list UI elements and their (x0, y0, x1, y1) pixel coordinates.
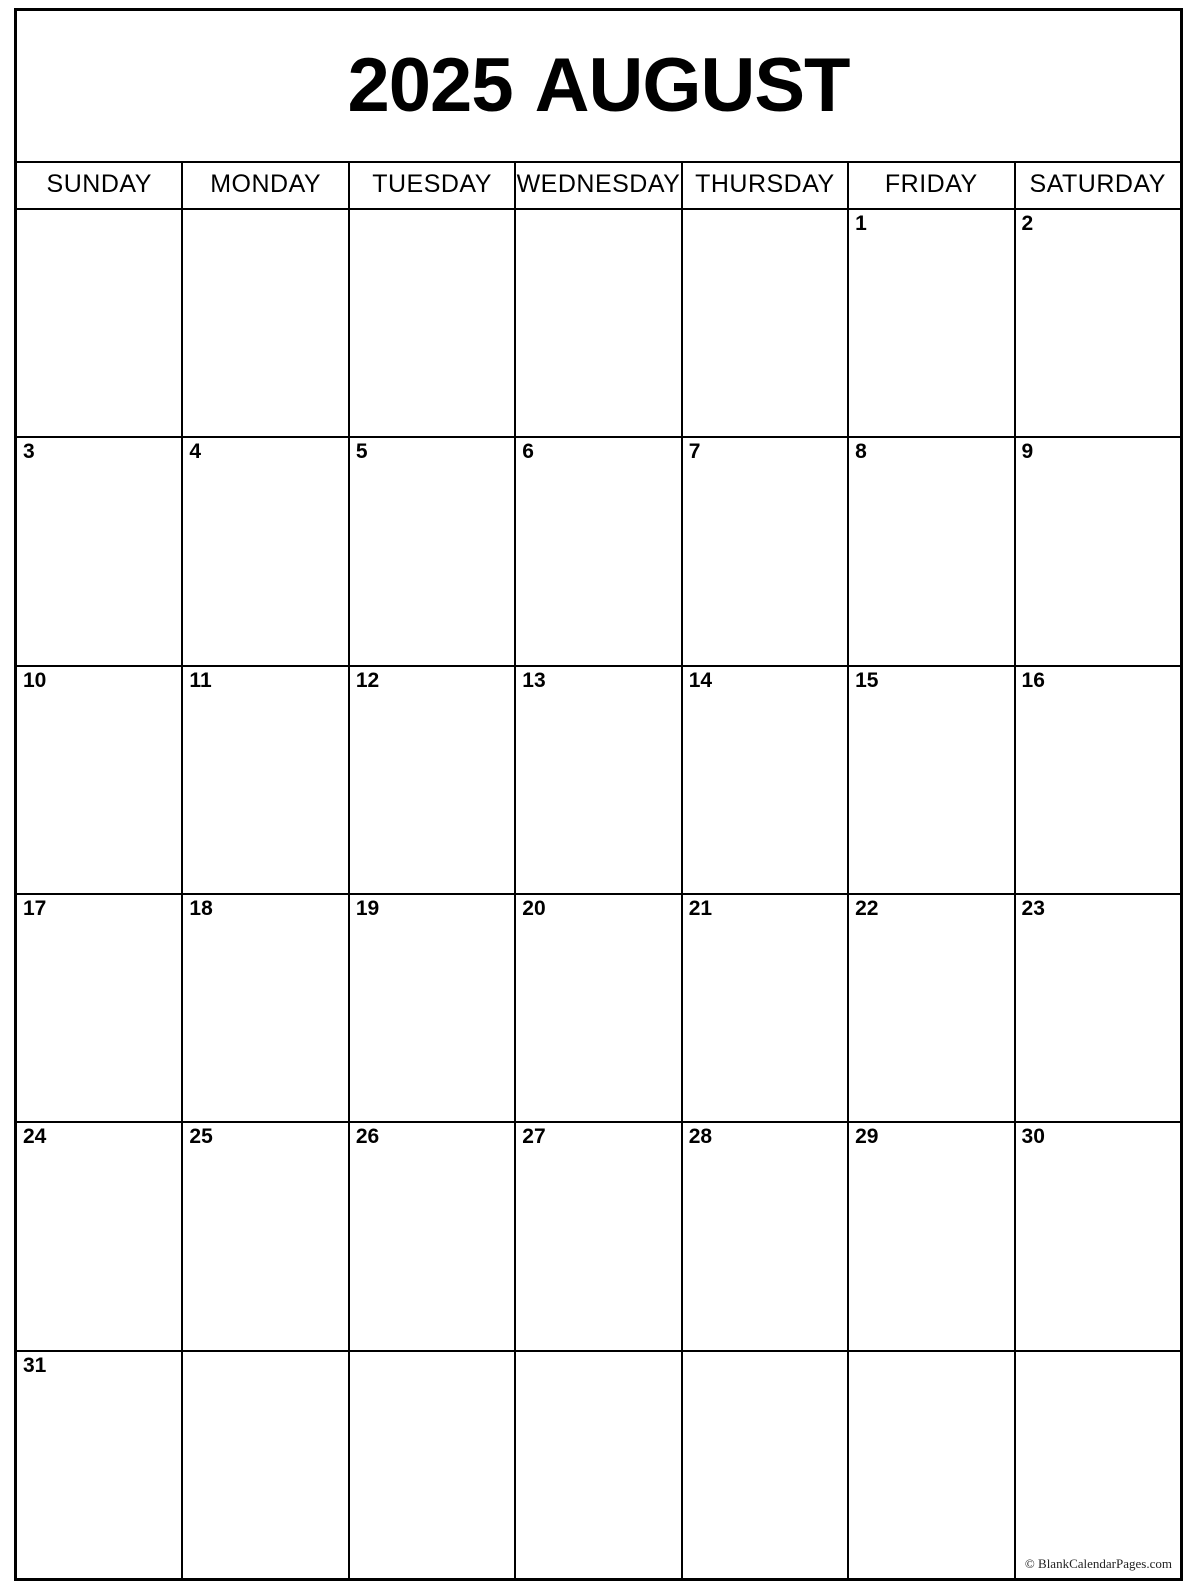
day-number: 11 (189, 668, 212, 692)
day-number: 24 (23, 1125, 47, 1149)
calendar-day-cell[interactable] (350, 895, 516, 1121)
calendar-day-cell[interactable] (849, 1352, 1015, 1578)
calendar-table (14, 8, 1183, 1581)
weekday-header-monday: MONDAY (183, 163, 349, 208)
day-number: 5 (355, 440, 368, 464)
day-number: 6 (522, 440, 534, 464)
calendar-week-row (17, 667, 1180, 895)
calendar-day-cell[interactable] (683, 895, 849, 1121)
calendar-day-cell[interactable] (516, 667, 682, 893)
day-number: 14 (688, 668, 713, 692)
calendar-day-cell[interactable] (183, 895, 349, 1121)
day-number: 19 (355, 896, 380, 920)
calendar-day-cell[interactable] (516, 210, 682, 436)
weekday-header-row (17, 163, 1180, 210)
site-credit: © BlankCalendarPages.com (1024, 1555, 1172, 1571)
calendar-day-cell[interactable] (17, 210, 183, 436)
weekday-header-saturday: SATURDAY (1029, 170, 1166, 198)
day-number: 23 (1021, 896, 1045, 920)
calendar-day-cell[interactable] (683, 438, 849, 664)
day-number: 26 (355, 1125, 380, 1149)
weekday-header-friday: FRIDAY (849, 163, 1015, 208)
calendar-day-cell[interactable] (683, 667, 849, 893)
calendar-day-cell[interactable] (350, 438, 516, 664)
day-number: 1 (855, 212, 867, 235)
day-number: 25 (189, 1125, 213, 1149)
calendar-weeks (17, 210, 1180, 1578)
calendar-day-cell[interactable] (1016, 1352, 1180, 1578)
calendar-week-row (17, 1123, 1180, 1351)
day-number: 15 (855, 668, 879, 692)
calendar-day-cell[interactable] (183, 667, 349, 893)
day-number: 7 (688, 440, 701, 464)
day-number: 18 (189, 896, 213, 920)
calendar-week-row (17, 895, 1180, 1123)
day-number: 12 (355, 668, 380, 692)
calendar-day-cell[interactable] (1016, 210, 1180, 436)
calendar-day-cell[interactable] (183, 1123, 349, 1349)
calendar-day-cell[interactable] (516, 438, 682, 664)
calendar-day-cell[interactable] (849, 438, 1015, 664)
day-number: 28 (688, 1125, 713, 1149)
calendar-day-cell[interactable] (350, 667, 516, 893)
calendar-day-cell[interactable] (17, 895, 183, 1121)
calendar-week-row (17, 438, 1180, 666)
page-title (347, 43, 850, 128)
day-number: 16 (1021, 668, 1045, 692)
day-number: 20 (522, 896, 546, 920)
calendar-day-cell[interactable] (849, 895, 1015, 1121)
calendar-day-cell[interactable] (683, 1352, 849, 1578)
calendar-day-cell[interactable] (683, 1123, 849, 1349)
calendar-day-cell[interactable] (183, 438, 349, 664)
calendar-day-cell[interactable] (350, 1352, 516, 1578)
calendar-day-cell[interactable] (849, 667, 1015, 893)
calendar-day-cell[interactable] (516, 895, 682, 1121)
calendar-day-cell[interactable] (17, 667, 183, 893)
calendar-day-cell[interactable] (17, 438, 183, 664)
calendar-day-cell[interactable] (17, 1352, 183, 1578)
calendar-day-cell[interactable] (516, 1123, 682, 1349)
weekday-header-sunday: SUNDAY (17, 163, 183, 208)
calendar-day-cell[interactable] (183, 1352, 349, 1578)
day-number: 17 (23, 896, 47, 920)
title-month: AUGUST (534, 43, 850, 128)
calendar-day-cell[interactable] (683, 210, 849, 436)
weekday-header-tuesday: TUESDAY (350, 163, 516, 208)
day-number: 13 (522, 668, 546, 692)
day-number: 10 (23, 668, 47, 692)
weekday-header-wednesday: WEDNESDAY (516, 163, 682, 208)
day-number: 31 (23, 1353, 47, 1377)
day-number: 30 (1021, 1125, 1045, 1149)
day-number: 8 (855, 440, 867, 464)
day-number: 2 (1021, 212, 1034, 235)
calendar-title-bar (17, 11, 1180, 163)
day-number: 21 (688, 896, 713, 920)
calendar-week-row (17, 210, 1180, 438)
calendar-day-cell[interactable] (849, 1123, 1015, 1349)
day-number: 9 (1021, 440, 1034, 464)
day-number: 4 (189, 440, 202, 464)
day-number: 29 (855, 1125, 879, 1149)
day-number: 3 (23, 440, 35, 464)
calendar-day-cell[interactable] (17, 1123, 183, 1349)
calendar-day-cell[interactable] (516, 1352, 682, 1578)
day-number: 22 (855, 896, 879, 920)
title-year: 2025 (347, 43, 513, 128)
calendar-day-cell[interactable] (1016, 667, 1180, 893)
calendar-day-cell[interactable] (1016, 438, 1180, 664)
calendar-day-cell[interactable] (1016, 895, 1180, 1121)
calendar-day-cell[interactable] (350, 1123, 516, 1349)
calendar-day-cell[interactable] (849, 210, 1015, 436)
calendar-day-cell[interactable] (1016, 1123, 1180, 1349)
weekday-header-thursday: THURSDAY (683, 163, 849, 208)
calendar-week-row (17, 1352, 1180, 1578)
day-number: 27 (522, 1125, 546, 1149)
calendar-day-cell[interactable] (350, 210, 516, 436)
calendar-day-cell[interactable] (183, 210, 349, 436)
